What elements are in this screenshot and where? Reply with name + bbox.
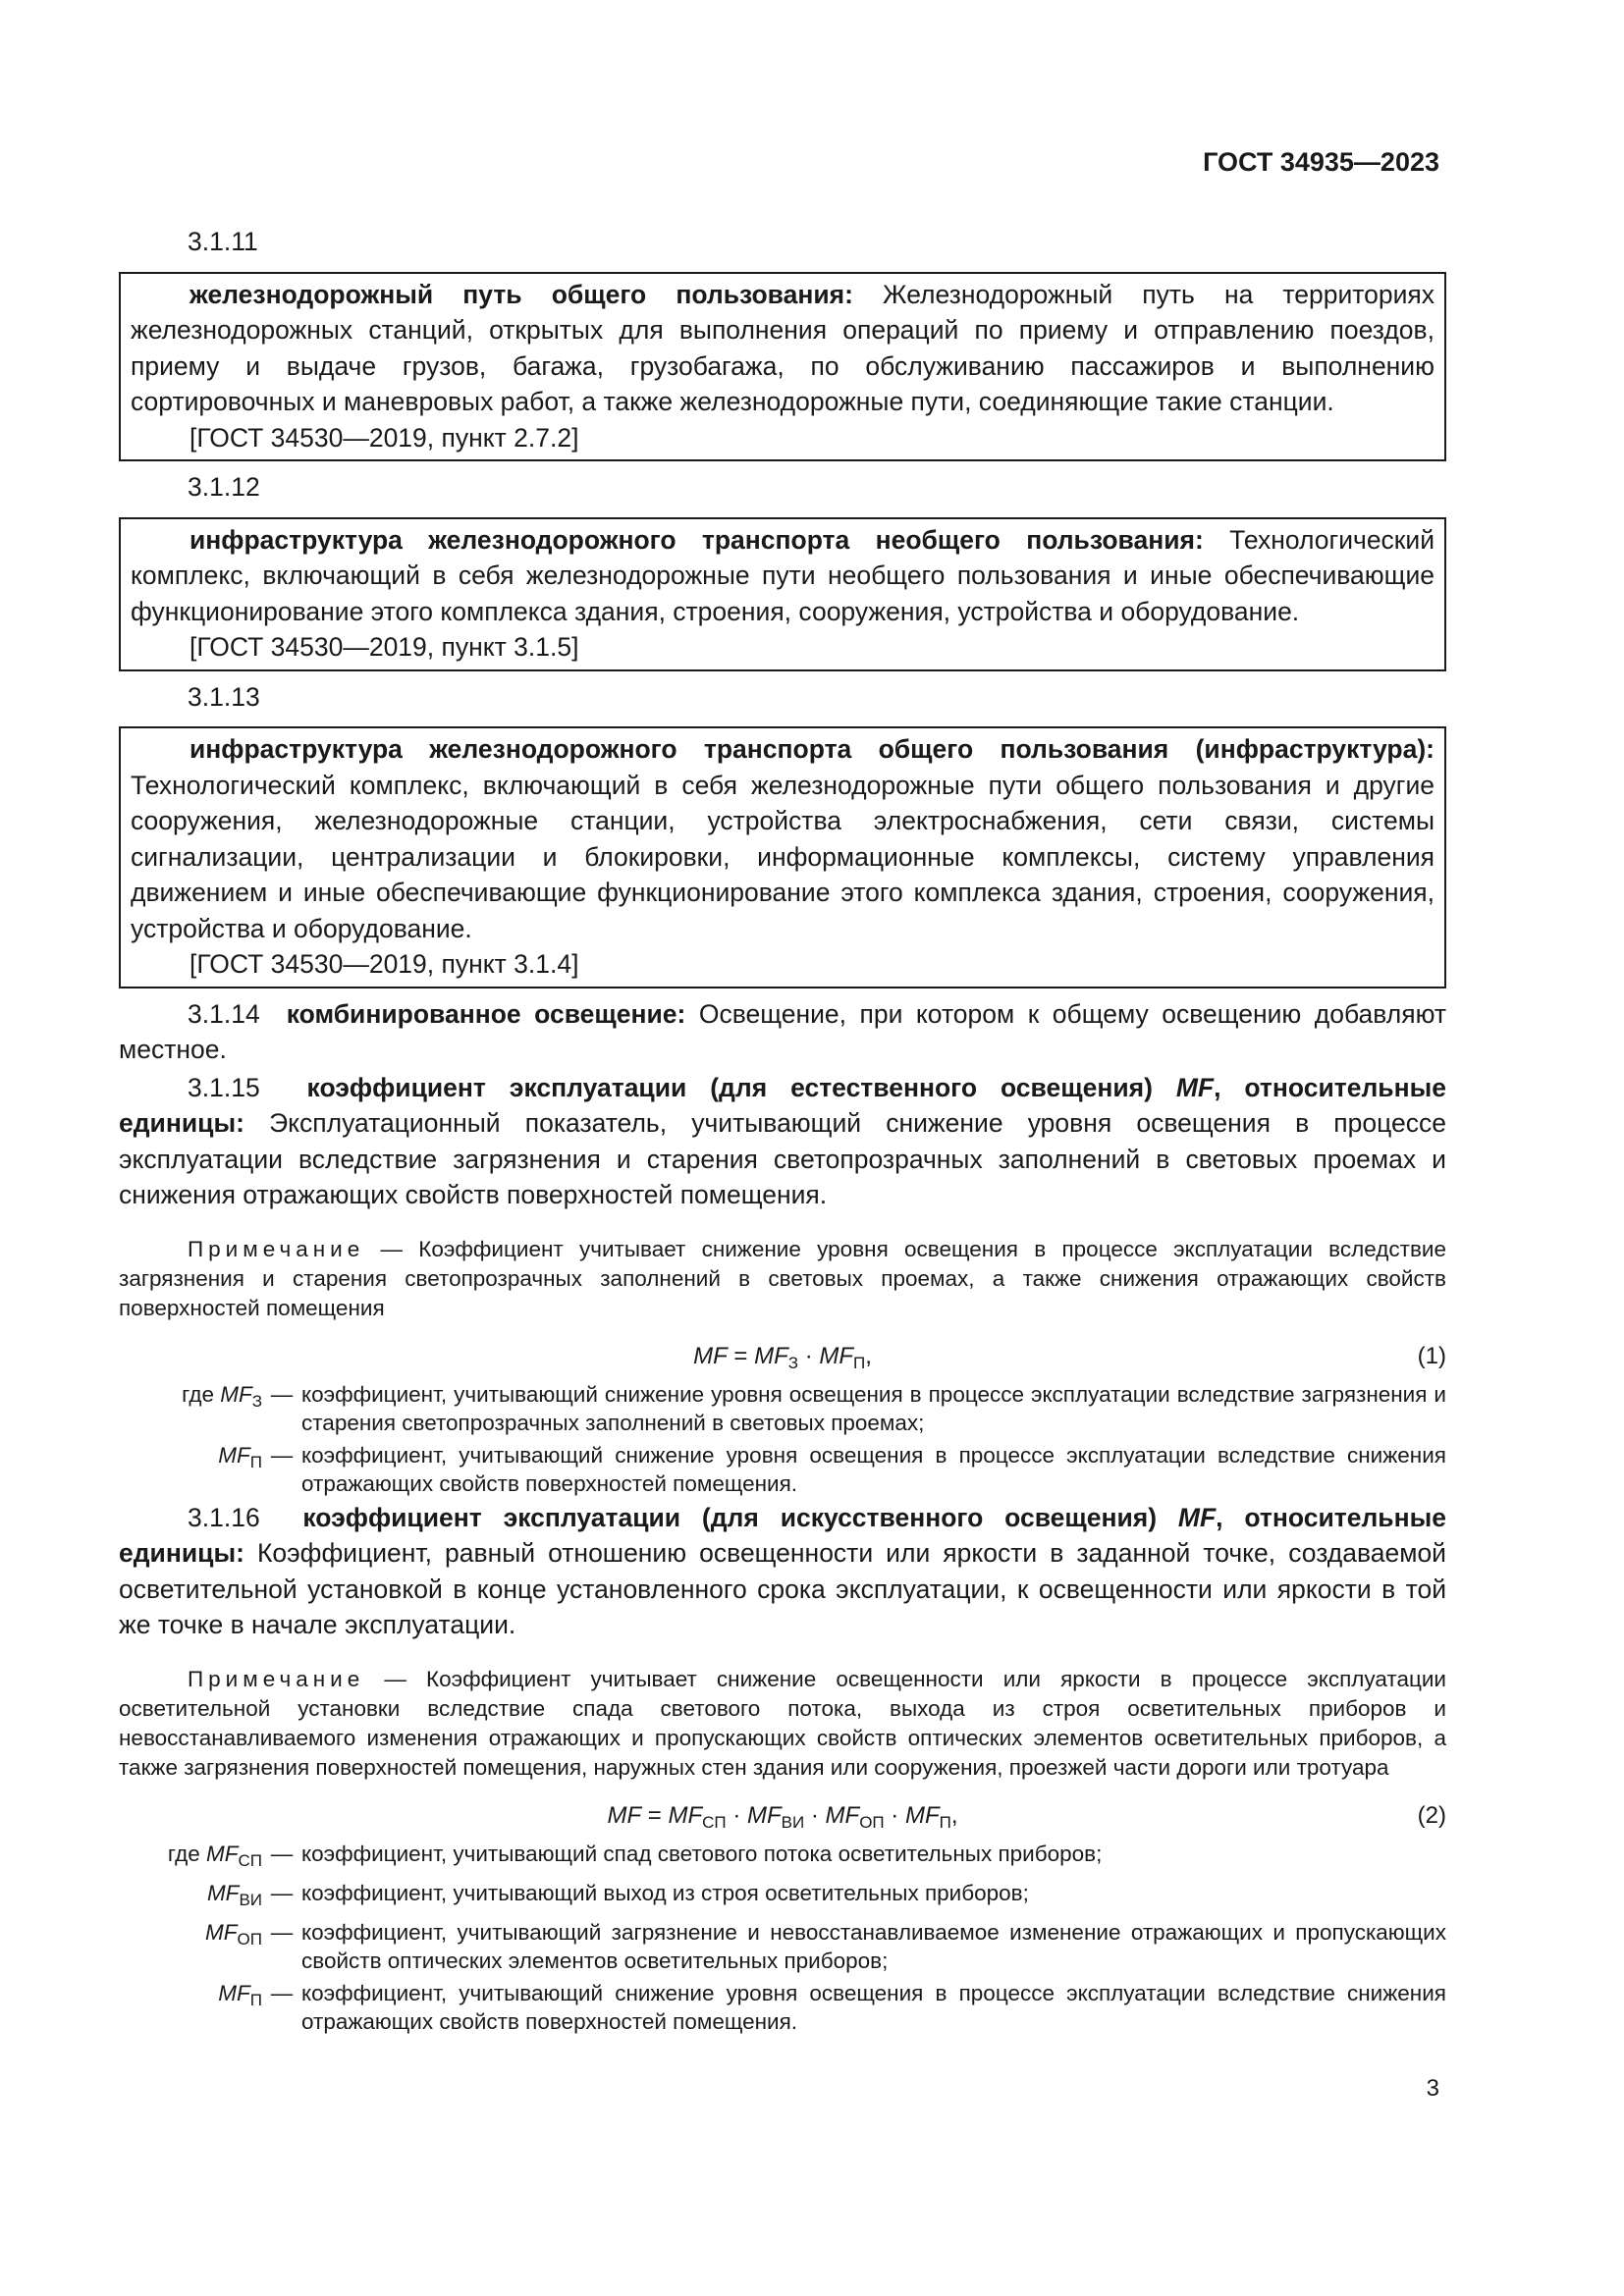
where-symbol: $MF_{ВИ}$ [206,1880,262,1909]
definition-box [119,272,1446,462]
where-symbol: $MF_П$ [218,1442,262,1471]
term-part: коэффициент эксплуатации (для естественного освещения) [306,1072,1153,1102]
where-list [119,1380,1446,1498]
definition-box [119,517,1446,671]
section-number: 3.1.12 [188,472,260,502]
document-body [119,224,1446,2036]
where-symbol: $MF_{ОП}$ [205,1919,262,1949]
section-number: 3.1.11 [188,227,258,256]
section-paragraph [119,1070,1446,1213]
where-item: $MF_П$ — коэффициент, учитывающий снижение уровня освещения в процессе эксплуатации вследствие снижения отражающих свойств поверхностей помещения. [119,1979,1446,2036]
where-text: коэффициент, учитывающий выход из строя осветительных приборов; [301,1880,1029,1905]
section-number: 3.1.16 [188,1502,260,1532]
section-number: 3.1.14 [188,998,260,1029]
term-part: коэффициент эксплуатации (для искусственного освещения) [302,1502,1158,1532]
where-item: где $MF_{СП}$ — коэффициент, учитывающий спад светового потока осветительных приборов; [119,1840,1446,1875]
where-text: коэффициент, учитывающий спад светового потока осветительных приборов; [301,1841,1103,1866]
definition-body: Железнодорожный путь на территориях железнодорожных станций, открытых для выполнения операций по приему и отправлению поездов, приему и выдаче грузов, багажа, грузобагажа, по обслуживанию пассажиров и выполнению сортировочных и маневровых работ, а также железнодорожные пути, соединяющие такие станции. [131,279,1435,416]
section-paragraph [119,1500,1446,1643]
definition-source: [ГОСТ 34530—2019, пункт 2.7.2] [189,422,579,453]
term-part: , относительные единицы: [119,1072,1446,1138]
note-label: Примечание [188,1236,365,1261]
term-symbol: MF [1175,1072,1215,1102]
note-text: — Коэффициент учитывает снижение освещенности или яркости в процессе эксплуатации осветительной установки вследствие спада светового потока, выхода из строя осветительных приборов и невосстанавливаемого изменения отражающих и пропускающих свойств оптических элементов осветительных приборов, а также загрязнения поверхностей помещения, наружных стен здания или сооружения, проезжей части дороги или тротуара [119,1666,1446,1780]
where-item: где $MF_З$ — коэффициент, учитывающий снижение уровня освещения в процессе эксплуатации вследствие загрязнения и старения светопрозрачных заполнений в световых проемах; [119,1380,1446,1437]
where-text: коэффициент, учитывающий снижение уровня освещения в процессе эксплуатации вследствие снижения отражающих свойств поверхностей помещения. [301,1442,1446,1496]
definition-body: Технологический комплекс, включающий в себя железнодорожные пути необщего пользования и иные обеспечивающие функционирование этого комплекса здания, строения, сооружения, устройства и оборудование. [131,524,1435,626]
where-text: коэффициент, учитывающий загрязнение и невосстанавливаемое изменение отражающих и пропускающих свойств оптических элементов осветительных приборов; [301,1919,1446,1973]
term-part: , относительные единицы: [119,1502,1446,1568]
formula-number: (1) [1417,1342,1446,1369]
where-list [119,1840,1446,2036]
formula-expression: MF = $MF_{СП} \cdot MF_{ВИ} \cdot MF_{ОП} \cdot MF_П$, [607,1801,958,1832]
definition-source: [ГОСТ 34530—2019, пункт 3.1.4] [189,949,579,979]
page-number: 3 [1426,2075,1439,2102]
definition-term: инфраструктура железнодорожного транспорта общего пользования (инфраструктура): [189,734,1435,764]
where-symbol: $MF_П$ [218,1980,262,2009]
definition-box [119,726,1446,988]
definition-source: [ГОСТ 34530—2019, пункт 3.1.5] [189,632,579,662]
where-item: $MF_П$ — коэффициент, учитывающий снижение уровня освещения в процессе эксплуатации вследствие снижения отражающих свойств поверхностей помещения. [119,1441,1446,1498]
where-symbol: где $MF_З$ [182,1381,262,1411]
definition-text [131,731,1435,946]
definition-body: Технологический комплекс, включающий в себя железнодорожные пути общего пользования и другие сооружения, железнодорожные станции, устройства электроснабжения, сети связи, системы сигнализации, централизации и блокировки, информационные комплексы, систему управления движением и иные обеспечивающие функционирование этого комплекса здания, строения, сооружения, устройства и оборудование. [131,770,1435,943]
formula-1 [119,1331,1446,1376]
formula-number: (2) [1417,1801,1446,1829]
where-symbol: где $MF_{СП}$ [167,1841,262,1870]
section-paragraph [119,996,1446,1068]
definition-body: Коэффициент, равный отношению освещенности или яркости в заданной точке, создаваемой осветительной установкой в конце установленного срока эксплуатации, к освещенности или яркости в той же точке в начале эксплуатации. [119,1538,1446,1639]
section-number: 3.1.15 [188,1072,260,1102]
note-paragraph [119,1235,1446,1323]
formula-2 [119,1790,1446,1836]
section-number: 3.1.13 [188,681,260,712]
where-item: $MF_{ВИ}$ — коэффициент, учитывающий выход из строя осветительных приборов; [119,1879,1446,1914]
document-header-id: ГОСТ 34935—2023 [1203,147,1439,177]
note-paragraph [119,1665,1446,1783]
term-symbol: MF [1177,1502,1217,1532]
where-text: коэффициент, учитывающий снижение уровня освещения в процессе эксплуатации вследствие снижения отражающих свойств поверхностей помещения. [301,1980,1446,2034]
note-label: Примечание [188,1666,365,1691]
note-text: — Коэффициент учитывает снижение уровня освещения в процессе эксплуатации вследствие загрязнения и старения светопрозрачных заполнений в световых проемах, а также снижения отражающих свойств поверхностей помещения [119,1236,1446,1320]
definition-text [131,522,1435,630]
formula-expression: MF = $MF_З \cdot MF_П$, [693,1342,872,1372]
where-item: $MF_{ОП}$ — коэффициент, учитывающий загрязнение и невосстанавливаемое изменение отражающих и пропускающих свойств оптических элементов осветительных приборов; [119,1918,1446,1975]
where-text: коэффициент, учитывающий снижение уровня освещения в процессе эксплуатации вследствие загрязнения и старения светопрозрачных заполнений в световых проемах; [301,1381,1446,1435]
definition-body: Эксплуатационный показатель, учитывающий снижение уровня освещения в процессе эксплуатации вследствие загрязнения и старения светопрозрачных заполнений в световых проемах и снижения отражающих свойств поверхностей помещения. [119,1108,1446,1209]
definition-term: инфраструктура железнодорожного транспорта необщего пользования: [189,524,1204,555]
definition-term: комбинированное освещение: [286,998,686,1029]
definition-text [131,277,1435,420]
definition-body: Освещение, при котором к общему освещению добавляют местное. [119,998,1447,1064]
definition-term: железнодорожный путь общего пользования: [189,279,853,309]
